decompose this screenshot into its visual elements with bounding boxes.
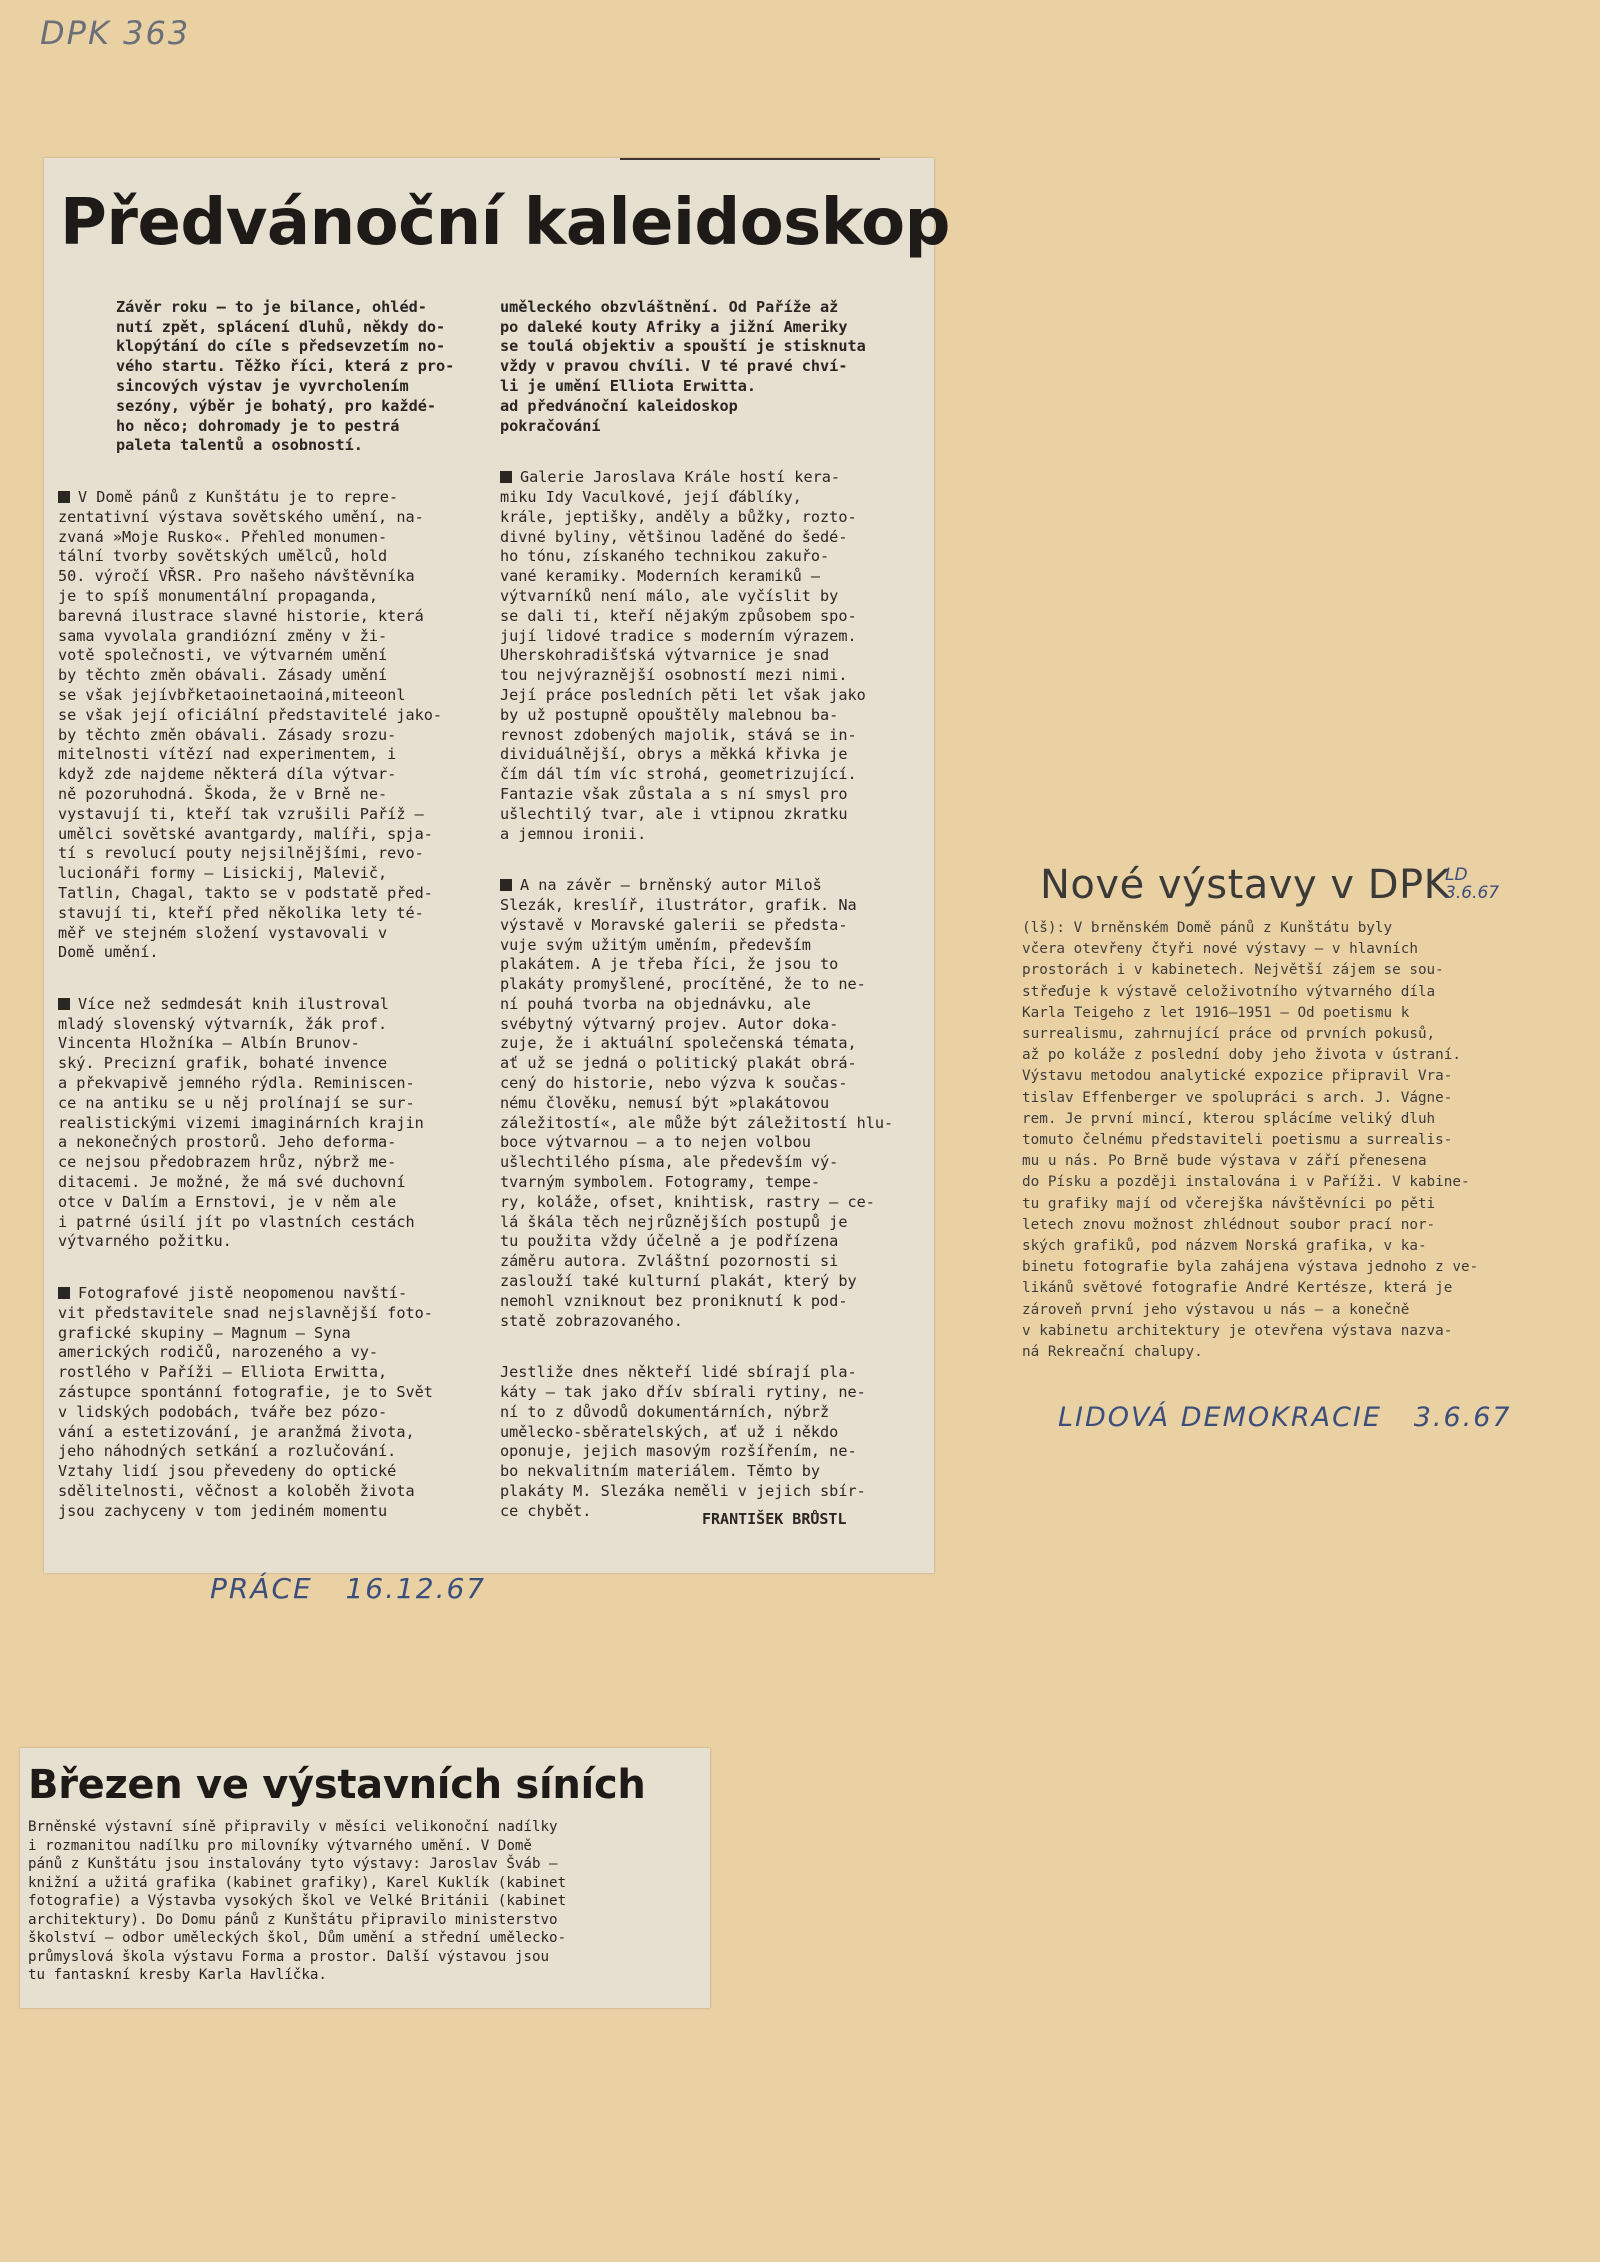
article1-paragraph: A na závěr — brněnský autor Miloš Slezák, kreslíř, ilustrátor, grafik. Na výstavě v Moravské galerii se předsta- vuje svým užitým uměním, především plakátem. A je třeba říci, že jsou to plakáty promyšlené, procítěné, že to ne- ní pouhá tvorba na objednávku, ale svébytný výtvarný projev. Autor doka- zuje, že i aktuální společenská témata, ať už se jedná o politický plakát obrá- cený do historie, nebo výzva k součas- nému člověku, nemusí být »plakátovou záležitostí«, ale může být záležitostí hlu- boce výtvarnou — a to nejen volbou ušlechtilého písma, ale především vý- tvarným symbolem. Fotogramy, tempe- ry, koláže, ofset, knihtisk, rastry — ce- lá škála těch nejrůznějších postupů je tu použita vždy účelně a je podřízena záměru autora. Zvláštní pozornosti si zaslouží také kulturní plakát, který by nemohl vzniknout bez proniknutí k pod- statě zobrazovaného. [500, 876, 894, 1330]
article1-paragraph: uměleckého obzvláštnění. Od Paříže až po daleké kouty Afriky a jižní Ameriky se toulá objektiv a spouští je stisknuta vždy v pravou chvíli. V té pravé chví- li je umění Elliota Erwitta. ad předvánoční kaleidoskop pokračování [500, 297, 866, 435]
article1-lead: Závěr roku — to je bilance, ohléd- nutí zpět, splácení dluhů, někdy do- klopýtání do cíle s předsevzetím no- vého startu. Těžko říci, která z pro- sincových výstav je vyvrcholením sezóny, výběr je bohatý, pro každé- ho něco; dohromady je to pestrá paleta talentů a osobností. [116, 297, 455, 455]
article2-body: (lš): V brněnském Domě pánů z Kunštátu byly včera otevřeny čtyři nové výstavy — v hlavních prostorách i v kabinetech. Největší zájem se sou- střeďuje k výstavě celoživotního výtvarného díla Karla Teigeho z let 1916—1951 — Od poetismu k surrealismu, zahrnující práce od prvních pokusů, až po koláže z poslední doby jeho života v ústraní. Výstavu metodou analytické expozice připravil Vra- tislav Effenberger ve spolupráci s arch. J. Vágne- rem. Je první mincí, kterou splácíme veliký dluh tomuto čelnému představiteli poetismu a surrealis- mu u nás. Po Brně bude výstava v září přenesena do Písku a později instalována i v Paříži. V kabine- tu grafiky mají od včerejška návštěvníci po pěti letech znovu možnost zhlédnout soubor prací nor- ských grafiků, pod názvem Norská grafika, v ka- binetu fotografie byla zahájena výstava jednoho z ve- likánů světové fotografie André Kertésze, která je zároveň první jeho výstavou u nás — a konečně v kabinetu architektury je otevřena výstava nazva- ná Rekreační chalupy. [1022, 920, 1479, 1361]
bullet-square-icon [58, 491, 70, 503]
bullet-square-icon [500, 879, 512, 891]
bullet-square-icon [500, 471, 512, 483]
article1-column-2 [500, 278, 930, 1538]
article1-column-1 [58, 278, 490, 1563]
archive-code: DPK 363 [40, 14, 191, 52]
article1-paragraph: Fotografové jistě neopomenou navští- vit představitele snad nejslavnější foto- grafické skupiny — Magnum — Syna amerických rodičů, narozeného a vy- rostlého v Paříži — Elliota Erwitta, zástupce spontánní fotografie, je to Svět v lidských podobách, tváře bez pózo- vání a estetizování, je aranžmá života, jeho náhodných setkání a rozlučování. Vztahy lidí jsou převedeny do optické sdělitelnosti, věčnost a koloběh života jsou zachyceny v tom jediném momentu [58, 1284, 433, 1520]
bullet-square-icon [58, 998, 70, 1010]
article1-author: FRANTIŠEK BRŮSTL [702, 1510, 847, 1528]
article1-paragraph: Jestliže dnes někteří lidé sbírají pla- káty — tak jako dřív sbírali rytiny, ne- ní to z důvodů dokumentárních, nýbrž umělecko-sběratelských, ať už i někdo oponuje, jejich masovým rozšířením, ne- bo nekvalitním materiálem. Těmto by plakáty M. Slezáka neměli v jejich sbír- ce chybět. [500, 1363, 866, 1520]
article1-paragraph: Galerie Jaroslava Krále hostí kera- miku Idy Vaculkové, její ďáblíky, krále, jeptišky, anděly a bůžky, rozto- divné byliny, většinou laděné do šedé- ho tónu, získaného technikou zakuřo- vané keramiky. Moderních keramiků — výtvarníků není málo, ale vyčíslit by se dali ti, kteří nějakým způsobem spo- jují lidové tradice s moderním výrazem. Uherskohradišťská výtvarnice je snad tou nejvýraznější osobností mezi nimi. Její práce posledních pěti let však jako by už postupně opouštěly malebnou ba- revnost zdobených majolik, stává se in- dividuálnější, obrys a měkká křivka je čím dál tím víc strohá, geometrizující. Fantazie však zůstala a s ní smysl pro ušlechtilý tvar, ale i vtipnou zkratku a jemnou ironii. [500, 468, 866, 843]
article1-title: Předvánoční kaleidoskop [60, 186, 950, 260]
article1-paragraph: V Domě pánů z Kunštátu je to repre- zentativní výstava sovětského umění, na- zvaná »Moje Rusko«. Přehled monumen- tální tvorby sovětských umělců, hold 50. výročí VŘSR. Pro našeho návštěvníka je to spíš monumentální propaganda, barevná ilustrace slavné historie, která sama vyvolala grandiózní změny v ži- votě společnosti, ve výtvarném umění by těchto změn obávali. Zásady umění se však jejívbřketaoinetaoiná,miteeonl se však její oficiální představitelé jako- by těchto změn obávali. Zásady srozu- mitelnosti vítězí nad experimentem, i když zde najdeme některá díla výtvar- ně pozoruhodná. Škoda, že v Brně ne- vystavují ti, kteří tak vzrušili Paříž — umělci sovětské avantgardy, malíři, spja- tí s revolucí pouty nejsilnějšími, revo- lucionáři formy — Lisickij, Malevič, Tatlin, Chagal, takto se v podstatě před- stavují ti, kteří před několika lety té- měř ve stejném složení vystavovali v Domě umění. [58, 487, 443, 962]
article3-body: Brněnské výstavní síně připravily v měsíci velikonoční nadílky i rozmanitou nadílku pro milovníky výtvarného umění. V Domě pánů z Kunštátu jsou instalovány tyto výstavy: Jaroslav Šváb — knižní a užitá grafika (kabinet grafiky), Karel Kuklík (kabinet fotografie) a Výstavba vysokých škol ve Velké Británii (kabinet architektury). Do Domu pánů z Kunštátu připravilo ministerstvo školství — odbor uměleckých škol, Dům umění a střední umělecko- průmyslová škola výstavu Forma a prostor. Další výstavou jsou tu fantaskní kresby Karla Havlíčka. [28, 1819, 567, 1983]
article1-paragraph: Více než sedmdesát knih ilustroval mladý slovenský výtvarník, žák prof. Vincenta Hložníka — Albín Brunov- ský. Precizní grafik, bohaté invence a překvapivě jemného rýdla. Reminiscen- ce na antiku se u něj prolínají se sur- realistickými vizemi imaginárních krajin a nekonečných prostorů. Jeho deforma- ce nejsou předobrazem hrůz, nýbrž me- ditacemi. Je možné, že má své duchovní otce v Dalím a Ernstovi, je v něm ale i patrné úsilí jít po vlastních cestách výtvarného požitku. [58, 994, 424, 1251]
article2-margin-note: LD 3.6.67 [1445, 865, 1500, 903]
article3-title: Březen ve výstavních síních [28, 1762, 646, 1808]
article2-source-note: LIDOVÁ DEMOKRACIE 3.6.67 [1058, 1402, 1512, 1433]
article1-source-note: PRÁCE 16.12.67 [210, 1572, 487, 1605]
bullet-square-icon [58, 1287, 70, 1299]
article1-top-rule [620, 158, 880, 160]
article2-title: Nové výstavy v DPK [1040, 862, 1451, 908]
